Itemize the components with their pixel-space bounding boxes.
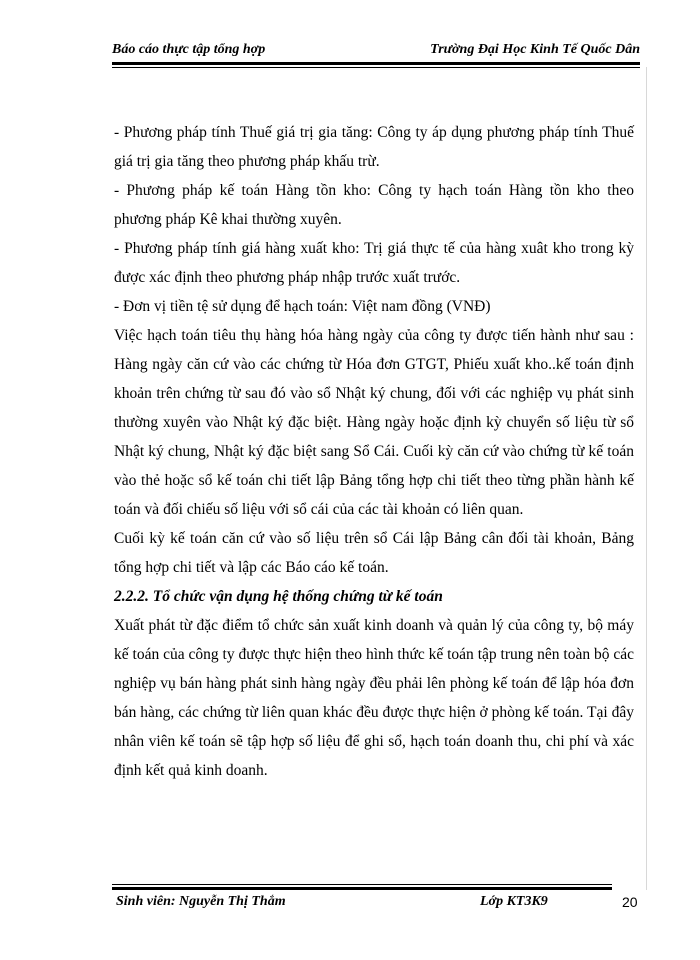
paragraph-outbound-pricing: - Phương pháp tính giá hàng xuất kho: Trị giá thực tế của hàng xuât kho trong kỳ được xác định theo phương pháp nhập trước xuất trước. xyxy=(114,240,634,286)
paragraph-sales-accounting: Việc hạch toán tiêu thụ hàng hóa hàng ngày của công ty được tiến hành như sau : Hàng ngày căn cứ vào các chứng từ Hóa đơn GTGT, Phiếu xuất kho..kế toán định khoản trên chứng từ sau đó vào sổ Nhật ký chung, đối với các nghiệp vụ phát sinh thường xuyên vào Nhật ký đặc biệt. Hàng ngày hoặc định kỳ chuyển số liệu từ sổ Nhật ký chung, Nhật ký đặc biệt sang Sổ Cái. Cuối kỳ căn cứ vào chứng từ kế toán vào thẻ hoặc sổ kế toán chi tiết lập Bảng tổng hợp chi tiết theo từng phần hành kế toán và đối chiếu số liệu với sổ cái của các tài khoản có liên quan. xyxy=(114,327,634,518)
paragraph-currency-unit: - Đơn vị tiền tệ sử dụng để hạch toán: Việt nam đồng (VNĐ) xyxy=(114,298,491,315)
right-margin-line xyxy=(646,67,647,890)
document-body xyxy=(114,118,634,785)
paragraph-vat-method: - Phương pháp tính Thuế giá trị gia tăng: Công ty áp dụng phương pháp tính Thuế giá trị gia tăng theo phương pháp khấu trừ. xyxy=(114,124,634,170)
footer-student-name: Sinh viên: Nguyễn Thị Thắm xyxy=(116,894,286,909)
header-rule-thick xyxy=(112,62,640,65)
footer-rule-thin xyxy=(112,884,612,885)
section-heading: 2.2.2. Tổ chức vận dụng hệ thống chứng từ kế toán xyxy=(114,588,443,605)
page-number: 20 xyxy=(622,894,638,910)
header-rule-thin xyxy=(112,67,640,68)
footer-class-name: Lớp KT3K9 xyxy=(480,894,548,909)
paragraph-voucher-system: Xuất phát từ đặc điểm tổ chức sản xuất kinh doanh và quản lý của công ty, bộ máy kế toán của công ty được thực hiện theo hình thức kế toán tập trung nên toàn bộ các nghiệp vụ bán hàng phát sinh hàng ngày đều phải lên phòng kế toán để lập hóa đơn bán hàng, các chứng từ liên quan khác đều được thực hiện ở phòng kế toán. Tại đây nhân viên kế toán sẽ tập hợp số liệu để ghi sổ, hạch toán doanh thu, chi phí và xác định kết quả kinh doanh. xyxy=(114,617,634,779)
footer-rule-thick xyxy=(112,887,612,890)
paragraph-period-end: Cuối kỳ kế toán căn cứ vào số liệu trên sổ Cái lập Bảng cân đối tài khoản, Bảng tổng hợp chi tiết và lập các Báo cáo kế toán. xyxy=(114,530,634,576)
header-report-title: Báo cáo thực tập tổng hợp xyxy=(112,42,266,57)
header-university-name: Trường Đại Học Kinh Tế Quốc Dân xyxy=(430,42,640,57)
page-header xyxy=(112,42,640,58)
paragraph-inventory-method: - Phương pháp kế toán Hàng tồn kho: Công ty hạch toán Hàng tồn kho theo phương pháp Kê khai thường xuyên. xyxy=(114,182,634,228)
